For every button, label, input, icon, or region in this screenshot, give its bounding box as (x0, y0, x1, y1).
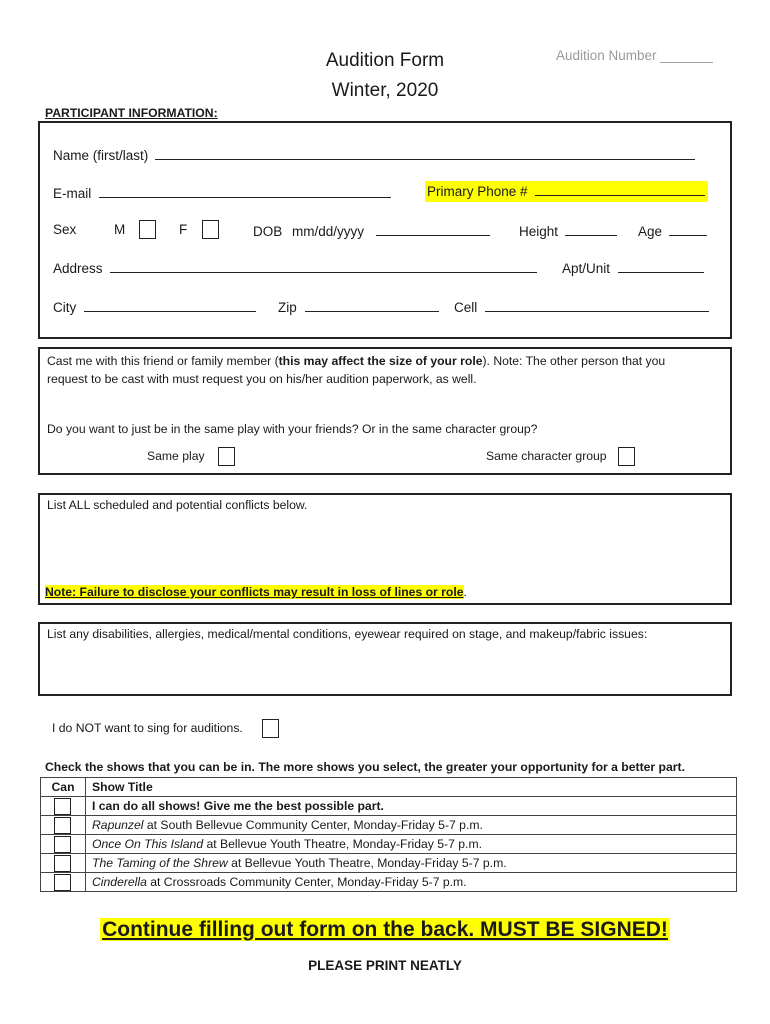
primary-phone-label: Primary Phone # (427, 184, 528, 199)
show-row-cinderella (86, 873, 737, 892)
apt-label: Apt/Unit (562, 261, 611, 276)
table-header-row (41, 778, 737, 797)
address-row (53, 259, 537, 276)
male-label: M (114, 222, 126, 237)
table-row (41, 835, 737, 854)
col-can-header: Can (41, 778, 86, 797)
table-row (41, 816, 737, 835)
continue-row (0, 918, 770, 942)
table-row (41, 797, 737, 816)
age-field[interactable] (669, 222, 707, 236)
conditions-prompt: List any disabilities, allergies, medical/mental conditions, eyewear required on stage, and makeup/fabric issues: (47, 627, 648, 641)
show-checkbox-cinderella[interactable] (54, 874, 71, 891)
female-checkbox[interactable] (202, 220, 219, 239)
form-subtitle: Winter, 2020 (331, 80, 439, 101)
dob-field[interactable] (376, 222, 490, 236)
dob-row (253, 222, 490, 239)
age-row (638, 222, 707, 239)
name-field-row (53, 146, 695, 163)
all-shows-label: I can do all shows! Give me the best possible part. (86, 797, 737, 816)
cell-field[interactable] (485, 298, 709, 312)
show-title: The Taming of the Shrew (92, 856, 228, 870)
email-field[interactable] (99, 184, 391, 198)
apt-row (562, 259, 704, 276)
same-play-label: Same play (147, 449, 205, 463)
continue-notice: Continue filling out form on the back. MUST BE SIGNED! (102, 918, 668, 941)
zip-field[interactable] (305, 298, 439, 312)
zip-label: Zip (278, 300, 297, 315)
height-field[interactable] (565, 222, 617, 236)
city-row (53, 298, 256, 315)
apt-field[interactable] (618, 259, 704, 273)
show-row-rapunzel (86, 816, 737, 835)
no-sing-checkbox[interactable] (262, 719, 279, 738)
show-row-once-on-this-island (86, 835, 737, 854)
age-label: Age (638, 224, 663, 239)
show-checkbox-taming-of-the-shrew[interactable] (54, 855, 71, 872)
dob-format: mm/dd/yyyy (292, 224, 365, 239)
same-play-question: Do you want to just be in the same play with your friends? Or in the same character group? (47, 422, 538, 436)
address-field[interactable] (110, 259, 537, 273)
audition-number: Audition Number _______ (556, 48, 713, 63)
shows-instruction: Check the shows that you can be in. The more shows you select, the greater your opportunity for a better part. (45, 760, 685, 774)
address-label: Address (53, 261, 103, 276)
email-field-row (53, 184, 391, 201)
primary-phone-row (425, 181, 708, 202)
cell-row (454, 298, 709, 315)
cast-with-text-1: Cast me with this friend or family member ( (47, 354, 279, 368)
zip-row (278, 298, 439, 315)
email-label: E-mail (53, 186, 92, 201)
same-play-checkbox[interactable] (218, 447, 235, 466)
cast-with-text (47, 352, 723, 388)
height-label: Height (519, 224, 559, 239)
form-title: Audition Form (325, 50, 445, 71)
sex-label: Sex (53, 222, 77, 237)
dob-label: DOB (253, 224, 283, 239)
city-label: City (53, 300, 77, 315)
col-title-header: Show Title (86, 778, 737, 797)
shows-table (40, 777, 737, 892)
all-shows-checkbox[interactable] (54, 798, 71, 815)
conflicts-note-row (45, 585, 467, 599)
no-sing-label: I do NOT want to sing for auditions. (52, 721, 243, 735)
conflicts-note-end: . (463, 585, 467, 599)
print-neatly: PLEASE PRINT NEATLY (308, 958, 462, 973)
show-detail: at Bellevue Youth Theatre, Monday-Friday 5-7 p.m. (227, 856, 507, 870)
show-title: Cinderella (92, 875, 147, 889)
show-detail: at South Bellevue Community Center, Monday-Friday 5-7 p.m. (143, 818, 483, 832)
conflicts-prompt: List ALL scheduled and potential conflicts below. (47, 498, 308, 512)
conflicts-note: Note: Failure to disclose your conflicts may result in loss of lines or role (45, 585, 464, 599)
show-title: Once On This Island (92, 837, 204, 851)
show-checkbox-once-on-this-island[interactable] (54, 836, 71, 853)
cast-with-text-3: request to be cast with must request you on his/her audition paperwork, as well. (47, 372, 477, 386)
female-label: F (179, 222, 188, 237)
same-group-label: Same character group (486, 449, 607, 463)
name-field[interactable] (155, 146, 695, 160)
cast-with-bold: this may affect the size of your role (278, 354, 483, 368)
city-field[interactable] (84, 298, 256, 312)
male-checkbox[interactable] (139, 220, 156, 239)
primary-phone-field[interactable] (535, 182, 705, 196)
table-row (41, 873, 737, 892)
name-label: Name (first/last) (53, 148, 149, 163)
show-detail: at Crossroads Community Center, Monday-Friday 5-7 p.m. (146, 875, 467, 889)
cell-label: Cell (454, 300, 478, 315)
same-group-checkbox[interactable] (618, 447, 635, 466)
table-row (41, 854, 737, 873)
show-detail: at Bellevue Youth Theatre, Monday-Friday 5-7 p.m. (203, 837, 482, 851)
height-row (519, 222, 617, 239)
show-row-taming-of-the-shrew (86, 854, 737, 873)
participant-section-label: PARTICIPANT INFORMATION: (45, 106, 218, 120)
show-checkbox-rapunzel[interactable] (54, 817, 71, 834)
show-title: Rapunzel (92, 818, 144, 832)
cast-with-text-2: ). Note: The other person that you (482, 354, 666, 368)
